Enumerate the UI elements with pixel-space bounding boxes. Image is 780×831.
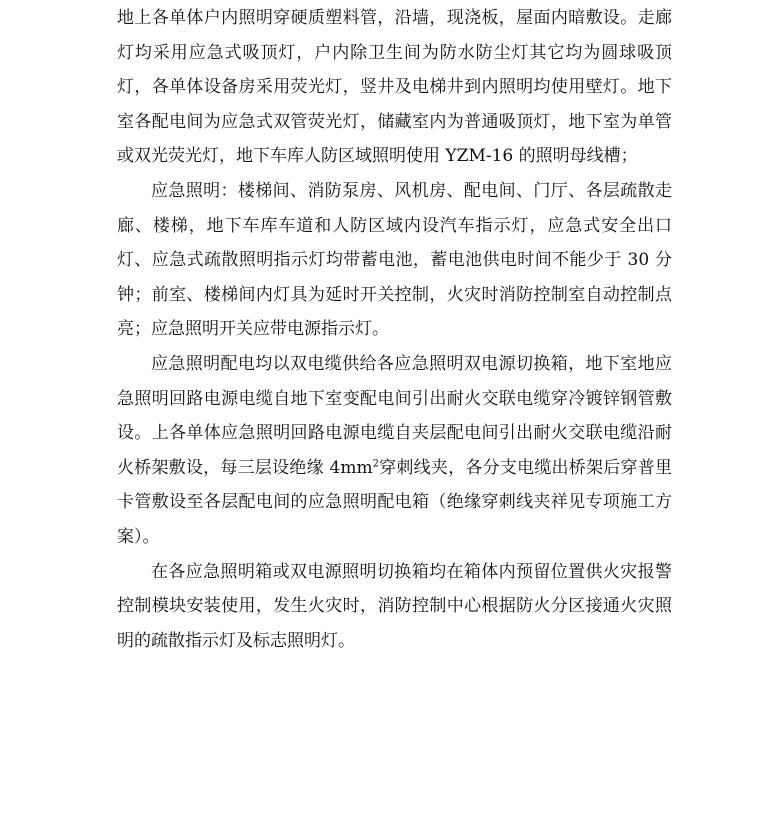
paragraph-emergency-power-text-before: 应急照明配电均以双电缆供给各应急照明双电源切换箱，地下室地应急照明回路电源电缆自地下室变配电间引出耐火交联电缆穿冷镀锌钢管敷设。上各单体应急照明回路电源电缆自夹层配电间引出耐火交联电缆沿耐火桥架敷设，每三层设绝缘 4mm (117, 353, 672, 478)
unit-superscript: 2 (372, 458, 379, 470)
paragraph-emergency-lighting: 应急照明：楼梯间、消防泵房、风机房、配电间、门厅、各层疏散走廊、楼梯，地下车库车道和人防区域内设汽车指示灯，应急式安全出口灯、应急式疏散照明指示灯均带蓄电池，蓄电池供电时间不能少于 30 分钟；前室、楼梯间内灯具为延时开关控制，火灾时消防控制室自动控制点亮；应急照明开关应带电源指示灯。 (117, 180, 672, 340)
paragraph-fire-alarm-module: 在各应急照明箱或双电源照明切换箱均在箱体内预留位置供火灾报警控制模块安装使用，发生火灾时，消防控制中心根据防火分区接通火灾照明的疏散指示灯及标志照明灯。 (117, 561, 672, 651)
paragraph-lighting-installation: 地上各单体户内照明穿硬质塑料管，沿墙，现浇板，屋面内暗敷设。走廊灯均采用应急式吸顶灯，户内除卫生间为防水防尘灯其它均为圆球吸顶灯，各单体设备房采用荧光灯，竖井及电梯井到内照明均使用壁灯。地下室各配电间为应急式双管荧光灯，储藏室内为普通吸顶灯，地下室为单管或双光荧光灯，地下车库人防区域照明使用 YZM-16 的照明母线槽； (117, 8, 672, 167)
paragraph-emergency-power (117, 347, 672, 555)
paragraph-emergency-power-text-after: 穿刺线夹，各分支电缆出桥架后穿普里卡管敷设至各层配电间的应急照明配电箱（绝缘穿刺线夹祥见专项施工方案）。 (117, 457, 672, 547)
